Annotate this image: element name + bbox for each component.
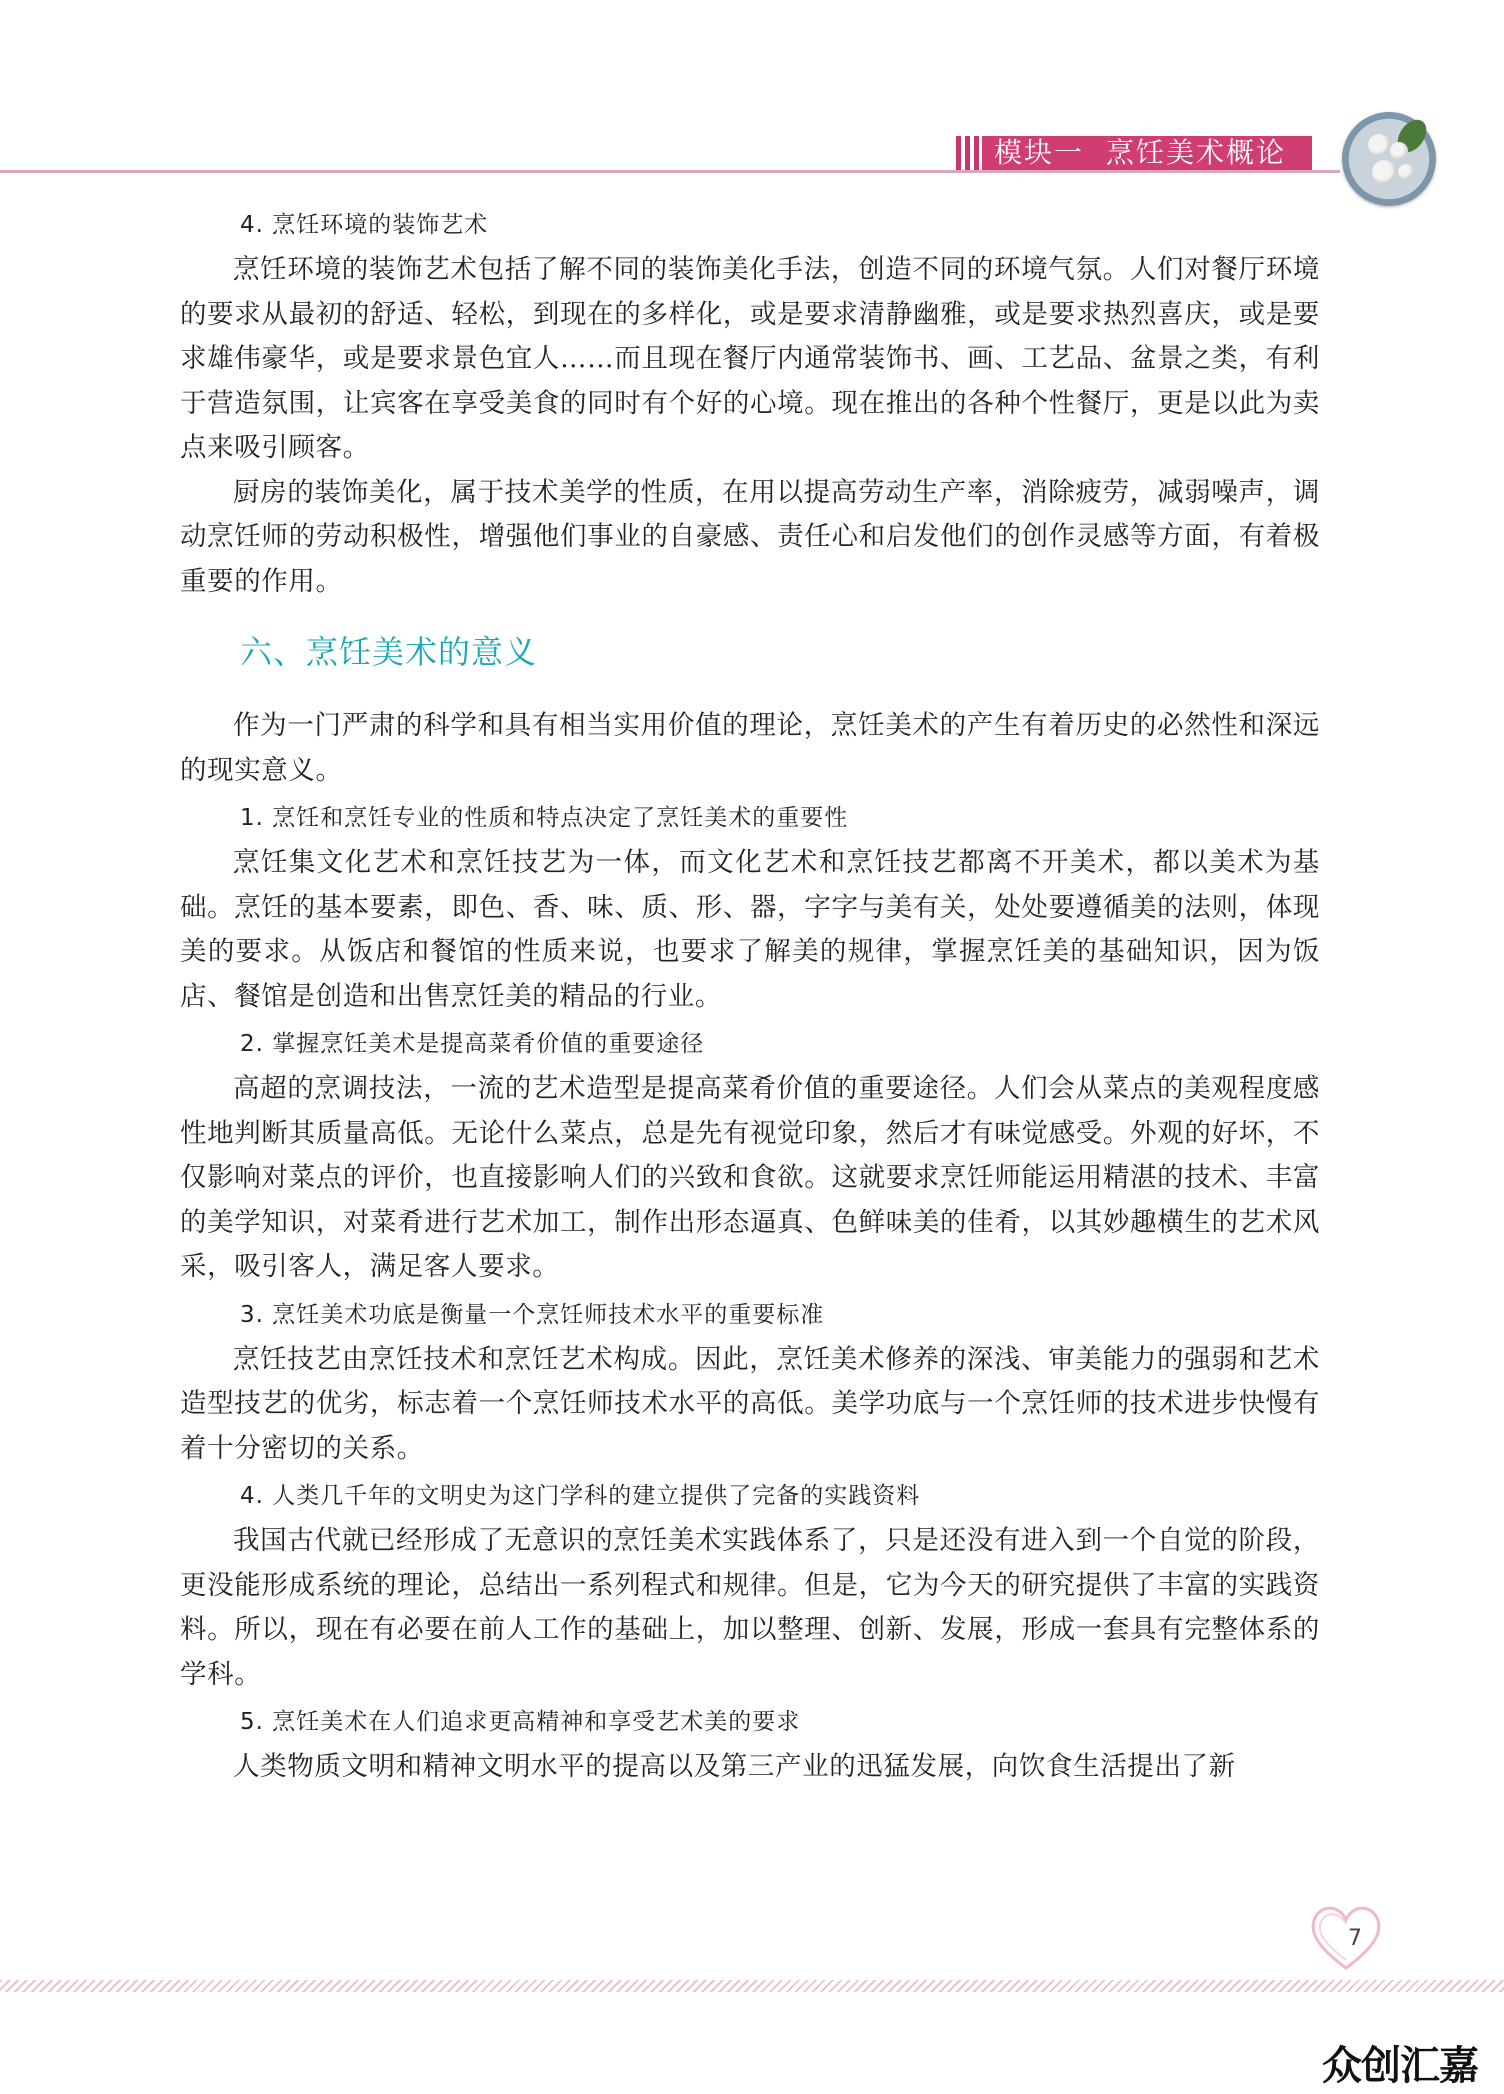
footer-stripes: [0, 1980, 1504, 1992]
paragraph: 我国古代就已经形成了无意识的烹饪美术实践体系了，只是还没有进入到一个自觉的阶段，更没能形成系统的理论，总结出一系列程式和规律。但是，它为今天的研究提供了丰富的实践资料。所以，现在有必要在前人工作的基础上，加以整理、创新、发展，形成一套具有完整体系的学科。: [180, 1525, 1320, 1690]
header-rule: [0, 170, 1340, 173]
paragraph: 作为一门严肃的科学和具有相当实用价值的理论，烹饪美术的产生有着历史的必然性和深远的现实意义。: [180, 710, 1320, 786]
subheading-2: 2. 掌握烹饪美术是提高菜肴价值的重要途径: [240, 1031, 705, 1057]
section-heading-6: 六、烹饪美术的意义: [240, 633, 538, 671]
page-number: 7: [1348, 1926, 1362, 1951]
watermark-logo: 众创汇嘉: [1322, 2043, 1478, 2089]
subheading-3: 3. 烹饪美术功底是衡量一个烹饪师技术水平的重要标准: [240, 1301, 825, 1328]
running-header: [982, 136, 1312, 170]
subheading-4: 4. 人类几千年的文明史为这门学科的建立提供了完备的实践资料: [240, 1483, 921, 1509]
paragraph: 烹饪技艺由烹饪技术和烹饪艺术构成。因此，烹饪美术修养的深浅、审美能力的强弱和艺术造型技艺的优劣，标志着一个烹饪师技术水平的高低。美学功底与一个烹饪师的技术进步快慢有着十分密切的关系。: [180, 1343, 1320, 1464]
module-title: 烹饪美术概论: [1106, 136, 1287, 169]
subheading-5: 5. 烹饪美术在人们追求更高精神和享受艺术美的要求: [240, 1709, 801, 1735]
page-body: [180, 200, 1320, 1790]
paragraph: 烹饪环境的装饰艺术包括了解不同的装饰美化手法，创造不同的环境气氛。人们对餐厅环境的要求从最初的舒适、轻松，到现在的多样化，或是要求清静幽雅，或是要求热烈喜庆，或是要求雄伟豪华，或是要求景色宜人……而且现在餐厅内通常装饰书、画、工艺品、盆景之类，有利于营造氛围，让宾客在享受美食的同时有个好的心境。现在推出的各种个性餐厅，更是以此为卖点来吸引顾客。: [180, 254, 1320, 463]
food-plate-icon: [1342, 112, 1436, 206]
paragraph: 高超的烹调技法，一流的艺术造型是提高菜肴价值的重要途径。人们会从菜点的美观程度感性地判断其质量高低。无论什么菜点，总是先有视觉印象，然后才有味觉感受。外观的好坏，不仅影响对菜点的评价，也直接影响人们的兴致和食欲。这就要求烹饪师能运用精湛的技术、丰富的美学知识，对菜肴进行艺术加工，制作出形态逼真、色鲜味美的佳肴，以其妙趣横生的艺术风采，吸引客人，满足客人要求。: [180, 1073, 1320, 1282]
subheading-4-environment: 4. 烹饪环境的装饰艺术: [240, 212, 489, 238]
subheading-1: 1. 烹饪和烹饪专业的性质和特点决定了烹饪美术的重要性: [240, 805, 849, 831]
paragraph: 厨房的装饰美化，属于技术美学的性质，在用以提高劳动生产率，消除疲劳，减弱噪声，调动烹饪师的劳动积极性，增强他们事业的自豪感、责任心和启发他们的创作灵感等方面，有着极重要的作用。: [180, 476, 1320, 597]
heart-icon: [1306, 1896, 1386, 1976]
paragraph: 人类物质文明和精神文明水平的提高以及第三产业的迅猛发展，向饮食生活提出了新: [233, 1751, 1236, 1782]
module-label: 模块一: [994, 136, 1085, 169]
paragraph: 烹饪集文化艺术和烹饪技艺为一体，而文化艺术和烹饪技艺都离不开美术，都以美术为基础。烹饪的基本要素，即色、香、味、质、形、器，字字与美有关，处处要遵循美的法则，体现美的要求。从饭店和餐馆的性质来说，也要求了解美的规律，掌握烹饪美的基础知识，因为饭店、餐馆是创造和出售烹饪美的精品的行业。: [180, 847, 1320, 1012]
